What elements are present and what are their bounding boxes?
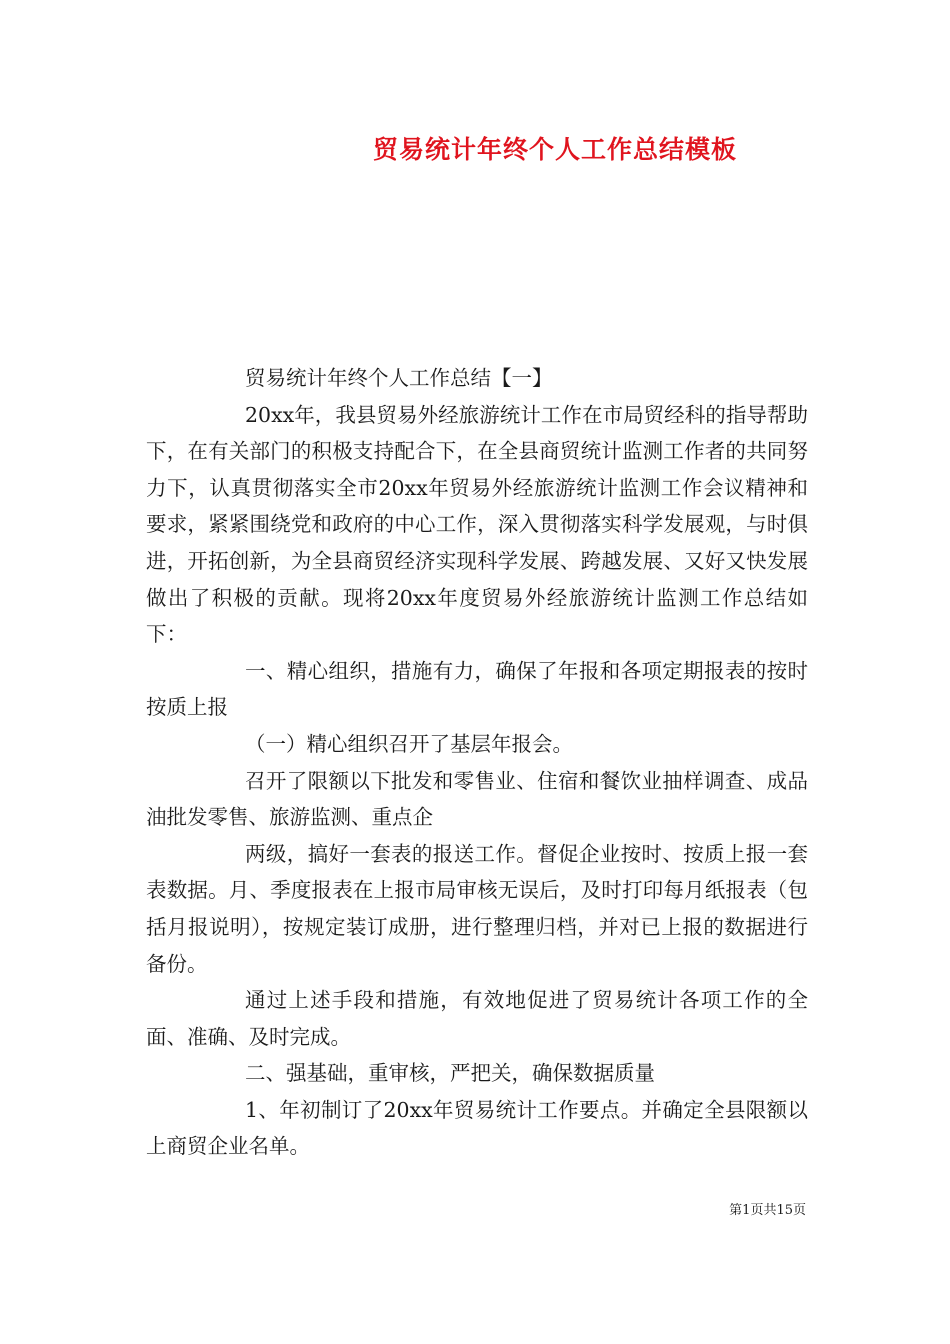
paragraph: 通过上述手段和措施，有效地促进了贸易统计各项工作的全面、准确、及时完成。 [146, 988, 808, 1049]
document-body [146, 360, 808, 1165]
paragraph: 20xx年，我县贸易外经旅游统计工作在市局贸经科的指导帮助下，在有关部门的积极支持配合下，在全县商贸统计监测工作者的共同努力下，认真贯彻落实全市20xx年贸易外经旅游统计监测工作会议精神和要求，紧紧围绕党和政府的中心工作，深入贯彻落实科学发展观，与时俱进，开拓创新，为全县商贸经济实现科学发展、跨越发展、又好又快发展做出了积极的贡献。现将20xx年度贸易外经旅游统计监测工作总结如下： [146, 402, 808, 647]
paragraph: 1、年初制订了20xx年贸易统计工作要点。并确定全县限额以上商贸企业名单。 [146, 1097, 808, 1159]
paragraph: 两级，搞好一套表的报送工作。督促企业按时、按质上报一套表数据。月、季度报表在上报市局审核无误后，及时打印每月纸报表（包括月报说明），按规定装订成册，进行整理归档，并对已上报的数据进行备份。 [146, 841, 808, 976]
paragraph: 二、强基础，重审核，严把关，确保数据质量 [245, 1061, 655, 1086]
page-number: 第1页共15页 [729, 1203, 806, 1218]
paragraph: 一、精心组织，措施有力，确保了年报和各项定期报表的按时按质上报 [146, 658, 808, 720]
paragraph: （一）精心组织召开了基层年报会。 [245, 731, 573, 756]
section-heading: 贸易统计年终个人工作总结【一】 [245, 366, 553, 390]
document-title: 贸易统计年终个人工作总结模板 [372, 135, 737, 164]
paragraph: 召开了限额以下批发和零售业、住宿和餐饮业抽样调查、成品油批发零售、旅游监测、重点企 [146, 768, 808, 830]
